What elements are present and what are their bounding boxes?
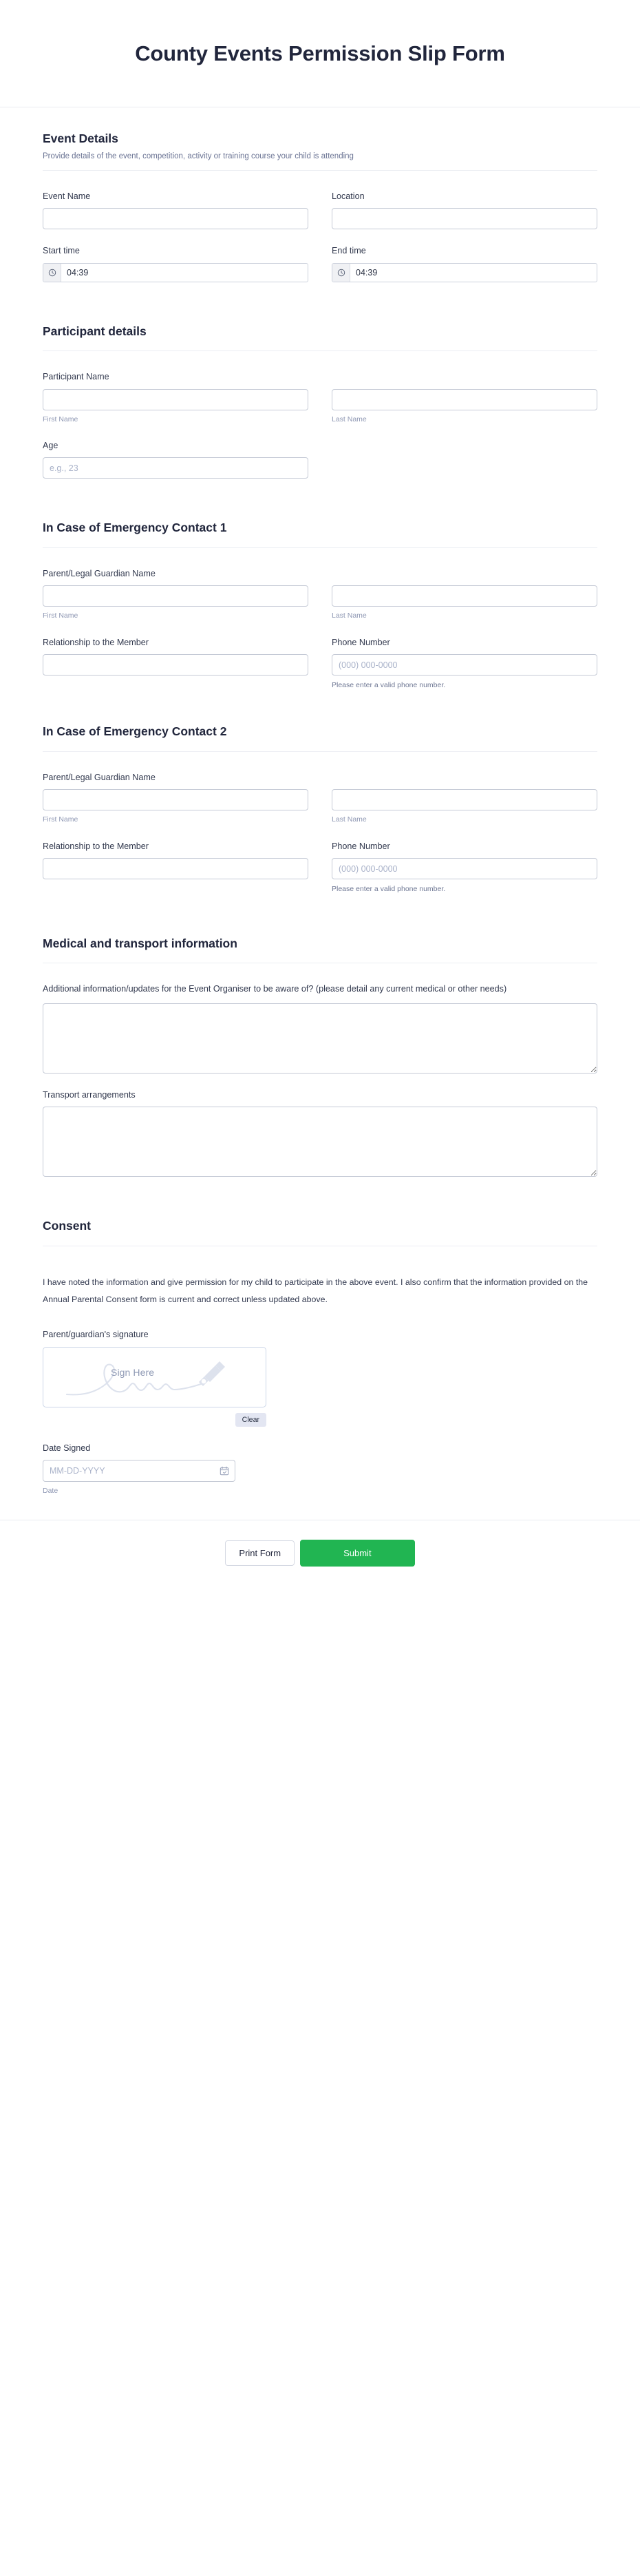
label-participant-name: Participant Name	[43, 372, 109, 382]
field-ec2-phone	[332, 840, 597, 894]
sublabel-first-name: First Name	[43, 415, 78, 423]
label-additional-info: Additional information/updates for the Event Organiser to be aware of? (please detail any current medical or other needs)	[43, 984, 507, 994]
form-header	[0, 0, 640, 107]
section-header-emergency-contact-2	[43, 724, 597, 752]
field-event-name	[43, 190, 308, 229]
label-ec1-guardian-name: Parent/Legal Guardian Name	[43, 569, 156, 579]
section-title-medical-transport: Medical and transport information	[43, 936, 237, 950]
age-input[interactable]	[43, 457, 308, 479]
section-header-participant-details	[43, 324, 597, 352]
section-header-medical-transport	[43, 936, 597, 964]
section-emergency-contact-1	[43, 496, 597, 691]
additional-info-textarea[interactable]	[43, 1003, 597, 1074]
label-ec2-last-name-spacer	[332, 771, 597, 784]
label-ec1-last-name-spacer	[332, 567, 597, 580]
date-signed-input[interactable]	[43, 1460, 235, 1482]
event-name-input[interactable]	[43, 208, 308, 229]
label-event-name: Event Name	[43, 191, 91, 201]
submit-button[interactable]: Submit	[300, 1540, 414, 1567]
label-location: Location	[332, 191, 365, 201]
row-ec1-relationship-phone	[43, 621, 597, 691]
section-emergency-contact-2	[43, 700, 597, 894]
signature-placeholder-icon	[43, 1348, 266, 1407]
form-footer	[0, 1520, 640, 1598]
label-age: Age	[43, 441, 58, 451]
ec2-relationship-input[interactable]	[43, 858, 308, 879]
row-start-end-time	[43, 229, 597, 282]
field-ec1-first-name	[43, 567, 308, 621]
field-end-time	[332, 244, 597, 282]
row-event-name-location	[43, 175, 597, 229]
label-ec1-relationship: Relationship to the Member	[43, 638, 149, 648]
field-additional-info	[43, 983, 597, 1073]
label-end-time: End time	[332, 246, 366, 256]
field-transport	[43, 1089, 597, 1177]
section-subtitle-event-details: Provide details of the event, competition, activity or training course your child is attending	[43, 151, 354, 160]
print-form-button[interactable]: Print Form	[225, 1540, 295, 1566]
section-event-details	[43, 107, 597, 282]
clock-icon	[43, 264, 61, 282]
date-signed-group	[43, 1460, 235, 1482]
ec2-phone-input[interactable]	[332, 858, 597, 879]
section-title-consent: Consent	[43, 1218, 91, 1233]
start-time-group[interactable]	[43, 263, 308, 282]
signature-placeholder-text: Sign Here	[111, 1366, 155, 1378]
section-medical-transport	[43, 912, 597, 1177]
ec2-last-name-input[interactable]	[332, 789, 597, 810]
end-time-input[interactable]	[350, 264, 597, 282]
ec1-relationship-input[interactable]	[43, 654, 308, 676]
section-header-event-details	[43, 131, 597, 171]
label-ec2-relationship: Relationship to the Member	[43, 841, 149, 851]
field-location	[332, 190, 597, 229]
sublabel-date: Date	[43, 1486, 58, 1495]
calendar-icon	[220, 1466, 229, 1476]
label-ec2-guardian-name: Parent/Legal Guardian Name	[43, 772, 156, 782]
ec2-first-name-input[interactable]	[43, 789, 308, 810]
row-participant-name	[43, 355, 597, 424]
ec2-phone-hint: Please enter a valid phone number.	[332, 885, 446, 893]
field-participant-last-name	[332, 370, 597, 424]
participant-last-name-input[interactable]	[332, 389, 597, 410]
row-additional-info	[43, 967, 597, 1073]
section-title-event-details: Event Details	[43, 132, 118, 145]
end-time-group[interactable]	[332, 263, 597, 282]
start-time-input[interactable]	[61, 264, 308, 282]
section-title-participant-details: Participant details	[43, 324, 147, 338]
field-participant-first-name	[43, 370, 308, 424]
label-signature: Parent/guardian's signature	[43, 1330, 149, 1340]
clear-signature-button[interactable]: Clear	[235, 1413, 266, 1427]
clock-icon	[332, 264, 350, 282]
field-start-time	[43, 244, 308, 282]
row-transport	[43, 1074, 597, 1177]
label-ec2-phone: Phone Number	[332, 841, 390, 851]
row-ec1-guardian-name	[43, 552, 597, 621]
signature-clear-row	[43, 1413, 266, 1427]
field-ec2-first-name	[43, 771, 308, 825]
sublabel-first-name: First Name	[43, 611, 78, 620]
row-ec2-relationship-phone	[43, 825, 597, 894]
sublabel-first-name: First Name	[43, 815, 78, 824]
page-title: County Events Permission Slip Form	[135, 41, 505, 65]
ec1-last-name-input[interactable]	[332, 585, 597, 607]
consent-body-text: I have noted the information and give permission for my child to participate in the above event. I also confirm that the information provided on the Annual Parental Consent form is current and correct unless updated above.	[43, 1277, 588, 1304]
section-participant-details	[43, 300, 597, 479]
label-ec1-phone: Phone Number	[332, 638, 390, 648]
section-title-emergency-contact-2: In Case of Emergency Contact 2	[43, 724, 227, 739]
sublabel-last-name: Last Name	[332, 611, 367, 620]
participant-first-name-input[interactable]	[43, 389, 308, 410]
field-ec1-last-name	[332, 567, 597, 621]
section-title-emergency-contact-1: In Case of Emergency Contact 1	[43, 521, 227, 535]
signature-block	[43, 1308, 597, 1426]
label-date-signed: Date Signed	[43, 1443, 91, 1453]
field-ec1-relationship	[43, 636, 308, 691]
field-age	[43, 439, 308, 479]
label-participant-last-name-spacer	[332, 370, 597, 383]
ec1-phone-input[interactable]	[332, 654, 597, 676]
field-date-signed	[43, 1442, 235, 1496]
location-input[interactable]	[332, 208, 597, 229]
label-start-time: Start time	[43, 246, 80, 256]
form-body	[0, 107, 640, 1496]
sublabel-last-name: Last Name	[332, 815, 367, 824]
row-age	[43, 424, 597, 479]
section-consent	[43, 1195, 597, 1496]
sublabel-last-name: Last Name	[332, 415, 367, 423]
section-header-emergency-contact-1	[43, 520, 597, 548]
field-ec1-phone	[332, 636, 597, 691]
signature-pad[interactable]	[43, 1347, 266, 1407]
age-row-spacer	[332, 439, 597, 479]
section-header-consent	[43, 1218, 597, 1246]
row-ec2-guardian-name	[43, 756, 597, 825]
ec1-phone-hint: Please enter a valid phone number.	[332, 681, 446, 690]
ec1-first-name-input[interactable]	[43, 585, 308, 607]
transport-textarea[interactable]	[43, 1107, 597, 1177]
label-transport: Transport arrangements	[43, 1089, 136, 1100]
field-ec2-relationship	[43, 840, 308, 894]
row-date-signed	[43, 1427, 597, 1496]
field-ec2-last-name	[332, 771, 597, 825]
